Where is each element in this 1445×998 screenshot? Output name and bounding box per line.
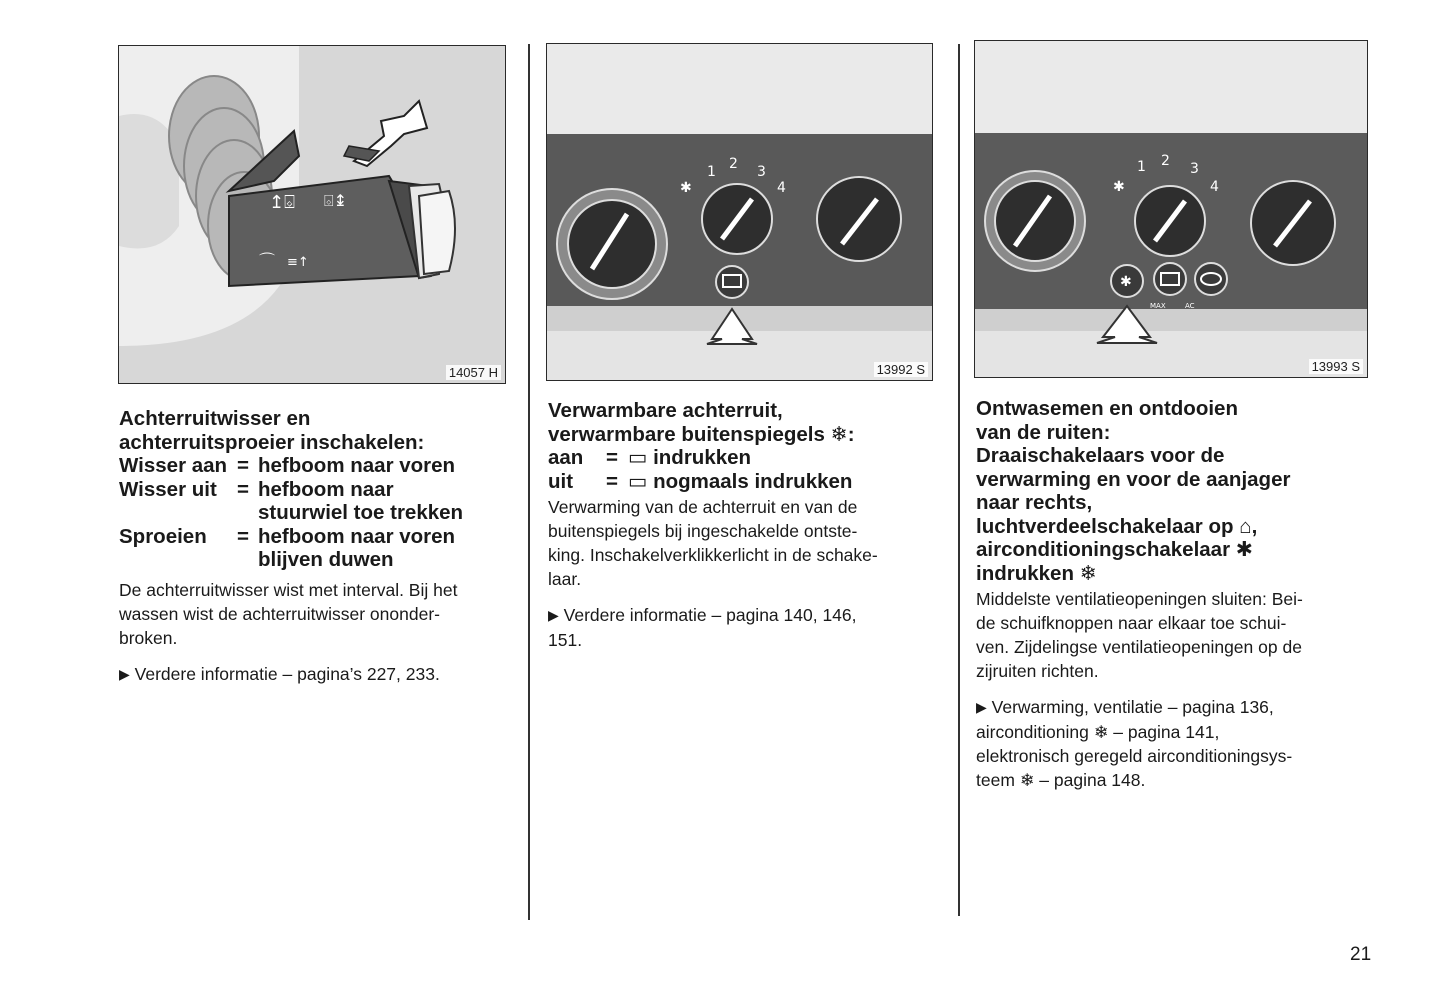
control-panel-illustration bbox=[547, 44, 932, 380]
figure-number: 13992 S bbox=[874, 362, 928, 377]
section-heading: Verwarmbare achterruit, verwarmbare buitenspiegels ❄: aan = ▭ indrukken uit = ▭ nogmaals indrukken bbox=[548, 399, 948, 493]
column-divider-2 bbox=[958, 44, 960, 916]
svg-text:⌒: ⌒ bbox=[259, 251, 276, 270]
body-paragraph: Middelste ventilatieopeningen sluiten: Bei- de schuifknoppen naar elkaar toe schui- ven. Zijdelingse ventilatieopeningen op de zijruiten richten. bbox=[976, 589, 1303, 681]
page-number: 21 bbox=[1350, 944, 1372, 965]
svg-text:⌺↨: ⌺↨ bbox=[324, 191, 348, 210]
reference-link[interactable]: ▶ Verwarming, ventilatie – pagina 136, airconditioning ❄ – pagina 141, elektronisch geregeld airconditioningsys- teem ❄ – pagina 148. bbox=[976, 697, 1293, 790]
figure-number: 13993 S bbox=[1309, 359, 1363, 374]
svg-text:✱: ✱ bbox=[1120, 274, 1132, 290]
play-arrow-icon: ▶ bbox=[548, 607, 559, 623]
figure-number: 14057 H bbox=[446, 365, 501, 380]
column-2-text bbox=[548, 399, 948, 652]
svg-text:↥⌺: ↥⌺ bbox=[269, 192, 295, 213]
dial-number-1: 1 bbox=[707, 164, 716, 180]
svg-text:3: 3 bbox=[1190, 161, 1199, 177]
svg-text:AC: AC bbox=[1185, 302, 1195, 310]
wiper-lever-illustration bbox=[119, 46, 505, 383]
definition-wisser-uit: Wisser uit = hefboom naar bbox=[119, 477, 394, 501]
section-heading: Achterruitwisser en achterruitsproeier inschakelen: Wisser aan = hefboom naar voren Wisser uit = hefboom naar stuurwiel toe trekken Sproeien = hefboom naar voren blijven duwen bbox=[119, 407, 519, 572]
figure-control-panel-ac bbox=[974, 40, 1368, 378]
heated-rear-window-icon: ▭ bbox=[628, 469, 648, 493]
svg-text:1: 1 bbox=[1137, 159, 1146, 175]
svg-text:✱: ✱ bbox=[680, 180, 692, 196]
definition-uit: uit = ▭ nogmaals indrukken bbox=[548, 469, 853, 493]
play-arrow-icon: ▶ bbox=[119, 665, 130, 682]
play-arrow-icon: ▶ bbox=[976, 699, 987, 715]
definition-wisser-aan: Wisser aan = hefboom naar voren bbox=[119, 454, 456, 477]
figure-wiper-lever bbox=[118, 45, 506, 384]
column-1-text bbox=[119, 407, 519, 687]
svg-text:4: 4 bbox=[1210, 179, 1219, 195]
body-paragraph: Verwarming van de achterruit en van de buitenspiegels bij ingeschakelde ontste- king. Inschakelverklikkerlicht in de schake- laar. bbox=[548, 497, 878, 589]
svg-text:✱: ✱ bbox=[1113, 179, 1125, 195]
ac-panel-illustration bbox=[975, 41, 1367, 377]
reference-link[interactable]: ▶ Verdere informatie – pagina 140, 146, 151. bbox=[548, 605, 857, 650]
column-divider-1 bbox=[528, 44, 530, 920]
dial-number-4: 4 bbox=[777, 180, 786, 196]
dial-number-3: 3 bbox=[757, 164, 766, 180]
column-3-text bbox=[976, 397, 1376, 792]
svg-text:≡↑: ≡↑ bbox=[287, 255, 309, 270]
heated-rear-window-icon: ▭ bbox=[628, 446, 648, 469]
svg-text:MAX: MAX bbox=[1150, 302, 1166, 310]
dial-number-2: 2 bbox=[729, 156, 738, 172]
svg-text:2: 2 bbox=[1161, 153, 1170, 169]
section-heading: Ontwasemen en ontdooien van de ruiten: Draaischakelaars voor de verwarming en voor de aanjager naar rechts, luchtverdeelschakelaar op ⌂, airconditioningschakelaar ✱ indrukken ❄ bbox=[976, 397, 1291, 585]
definition-sproeien: Sproeien = hefboom naar voren bbox=[119, 524, 456, 548]
definition-aan: aan = ▭ indrukken bbox=[548, 446, 752, 469]
figure-control-panel-heated-window bbox=[546, 43, 933, 381]
reference-link[interactable]: ▶ Verdere informatie – pagina’s 227, 233. bbox=[119, 663, 440, 684]
body-paragraph: De achterruitwisser wist met interval. Bij het wassen wist de achterruitwisser ononder- broken. bbox=[119, 579, 458, 648]
